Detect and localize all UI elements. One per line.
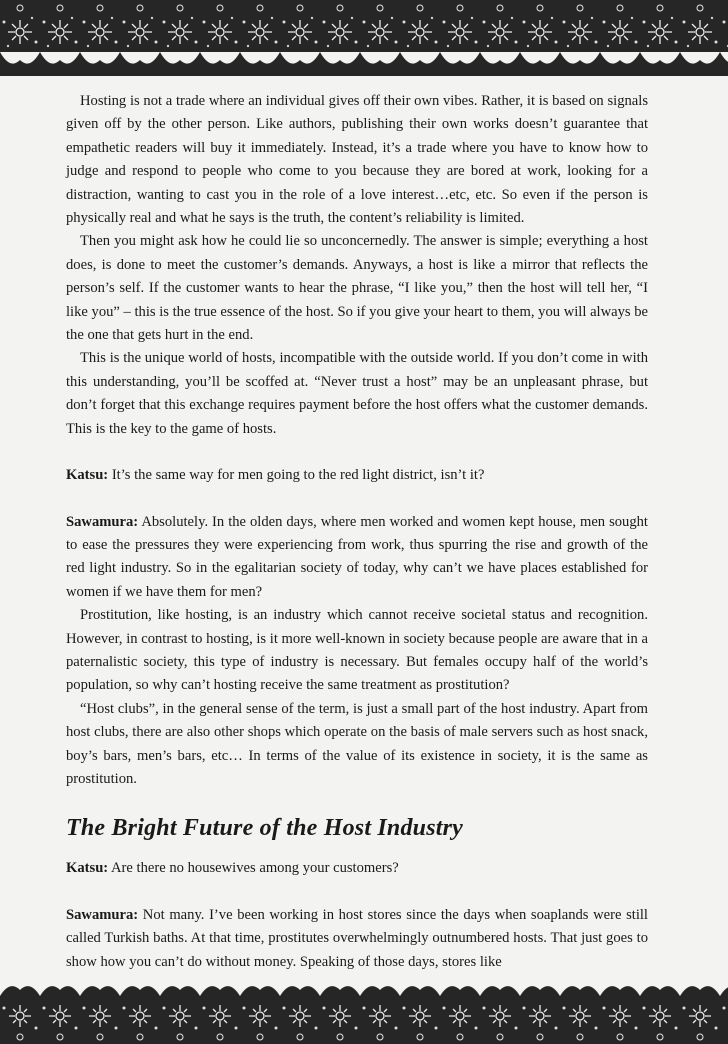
lace-border-bottom [0,984,728,1044]
speaker-label: Sawamura: [66,513,139,530]
dialogue-line [66,857,648,880]
paragraph: Prostitution, like hosting, is an industry which cannot receive societal status and recognition. However, in contrast to hosting, is it more well-known in society because people are aware that in a paternalistic society, this type of industry is necessary. But females occupy half of the world’s population, so why can’t hosting receive the same treatment as prostitution? [66,607,648,694]
paragraph: This is the unique world of hosts, incompatible with the outside world. If you don’t come in with this understanding, you’ll be scoffed at. “Never trust a host” may be an unpleasant phrase, but don’t forget that this exchange requires payment before the host offers what the customer demands. This is the key to the game of hosts. [66,350,648,437]
lace-pattern-bottom [0,984,728,1044]
speaker-label: Sawamura: [66,906,139,923]
paragraph: Then you might ask how he could lie so unconcernedly. The answer is simple; everything a host does, is done to meet the customer’s demands. Anyways, a host is like a mirror that reflects the person’s self. If the customer wants to hear the phrase, “I like you,” then the host will tell her, “I like you” – this is the true essence of the host. So if you give your heart to them, you will always be the one that gets hurt in the end. [66,233,649,344]
section-heading: The Bright Future of the Host Industry [66,815,464,842]
lace-border-top [0,0,728,76]
dialogue-text: It’s the same way for men going to the red light district, isn’t it? [108,467,485,484]
document-body [66,90,648,974]
dialogue-text: Absolutely. In the olden days, where men worked and women kept house, men sought to ease the pressures they were experiencing from work, thus spurring the rise and growth of the red light industry. So in the egalitarian society of today, why can’t we have places established for women if we have them for men? [66,513,648,600]
dialogue-line [66,904,648,974]
paragraph: “Host clubs”, in the general sense of the term, is just a small part of the host industry. Apart from host clubs, there are also other shops which operate on the basis of male servers such as host snack, boy’s bars, men’s bars, etc… In terms of the value of its existence in society, it is the same as prostitution. [66,700,648,787]
dialogue-text: Are there no housewives among your customers? [108,860,399,877]
lace-pattern-top [0,0,728,76]
dialogue-line [66,511,648,605]
dialogue-text: Not many. I’ve been working in host stores since the days when soaplands were still called Turkish baths. At that time, prostitutes overwhelmingly outnumbered hosts. That just goes to show how you can’t do without money. Speaking of those days, stores like [66,906,648,970]
speaker-label: Katsu: [66,860,109,877]
speaker-label: Katsu: [66,467,109,484]
dialogue-line [66,464,648,487]
paragraph: Hosting is not a trade where an individual gives off their own vibes. Rather, it is based on signals given off by the other person. Like authors, publishing their own works doesn’t guarantee that empathetic readers will buy it immediately. Instead, it’s a trade where you have to know how to judge and respond to people who come to you because they are bored at work, looking for a distraction, wanting to cast you in the role of a love interest…etc, etc. So even if the person is physically real and what he says is the truth, the content’s reliability is limited. [66,93,648,227]
